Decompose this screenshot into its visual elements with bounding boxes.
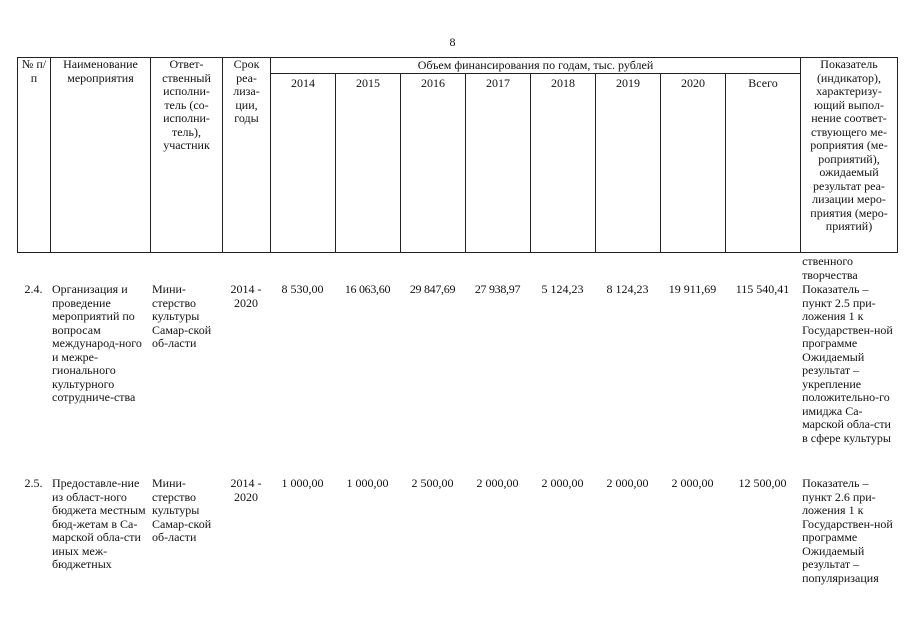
row-term: 2014 - 2020	[230, 282, 262, 310]
page-number: 8	[449, 35, 456, 49]
row-value-2017: 2 000,00	[476, 476, 519, 490]
row-name: Организация и проведение мероприятий по вопросам международ-ного и межре-гионального культурного сотрудниче-ства	[52, 282, 142, 404]
header-year-2018: 2018	[531, 74, 596, 253]
row-value-2015: 1 000,00	[346, 476, 389, 490]
row-value-2020: 19 911,69	[668, 282, 717, 296]
carryover-text: ственного творчества	[802, 254, 858, 282]
header-financing: Объем финансирования по годам, тыс. рублей	[271, 58, 801, 74]
header-term: Срок реа-лиза-ции, годы	[223, 58, 271, 253]
row-value-2020: 2 000,00	[671, 476, 714, 490]
row-value-total: 115 540,41	[735, 282, 790, 296]
table-body	[17, 255, 897, 585]
row-name: Предоставле-ние из област-ного бюджета местным бюд-жетам в Са-марской обла-сти иных меж-бюджетных	[52, 476, 146, 571]
row-indicator: Показатель – пункт 2.6 при-ложения 1 к Государствен-ной программе Ожидаемый результат – популяризация	[802, 476, 893, 585]
row-num: 2.5.	[24, 476, 43, 490]
row-responsible: Мини-стерство культуры Самар-ской об-ласти	[152, 282, 212, 350]
row-value-2016: 29 847,69	[409, 282, 456, 296]
row-term: 2014 - 2020	[230, 476, 262, 504]
row-value-2018: 5 124,23	[541, 282, 584, 296]
table-header	[17, 57, 898, 253]
carryover-row	[17, 255, 897, 283]
header-indicator: Показатель (индикатор), характеризу-ющий выпол-нение соответ-ствующего ме-роприятия (ме-роприятий), ожидаемый результат реа-лизации меро-приятия (меро-приятий)	[801, 58, 898, 253]
header-year-2017: 2017	[466, 74, 531, 253]
header-name: Наименование мероприятия	[51, 58, 151, 253]
row-value-total: 12 500,00	[738, 476, 787, 490]
header-year-2015: 2015	[336, 74, 401, 253]
table-row	[17, 477, 897, 585]
header-year-2014: 2014	[271, 74, 336, 253]
table-row	[17, 283, 897, 477]
header-num: № п/п	[18, 58, 51, 253]
row-value-2016: 2 500,00	[411, 476, 454, 490]
row-value-2015: 16 063,60	[344, 282, 391, 296]
header-year-2016: 2016	[401, 74, 466, 253]
header-year-2020: 2020	[661, 74, 726, 253]
row-value-2019: 2 000,00	[606, 476, 649, 490]
row-value-2014: 8 530,00	[281, 282, 324, 296]
row-value-2019: 8 124,23	[606, 282, 649, 296]
header-responsible: Ответ-ственный исполни-тель (со-исполни-тель), участник	[151, 58, 223, 253]
row-responsible: Мини-стерство культуры Самар-ской об-ласти	[152, 476, 212, 544]
header-year-2019: 2019	[596, 74, 661, 253]
row-value-2017: 27 938,97	[474, 282, 521, 296]
header-total: Всего	[726, 74, 801, 253]
row-value-2014: 1 000,00	[281, 476, 324, 490]
row-indicator: Показатель – пункт 2.5 при-ложения 1 к Государствен-ной программе Ожидаемый результат – укрепление положительно-го имиджа Са-марской обла-сти в сфере культуры	[802, 282, 893, 445]
row-value-2018: 2 000,00	[541, 476, 584, 490]
row-num: 2.4.	[24, 282, 43, 296]
